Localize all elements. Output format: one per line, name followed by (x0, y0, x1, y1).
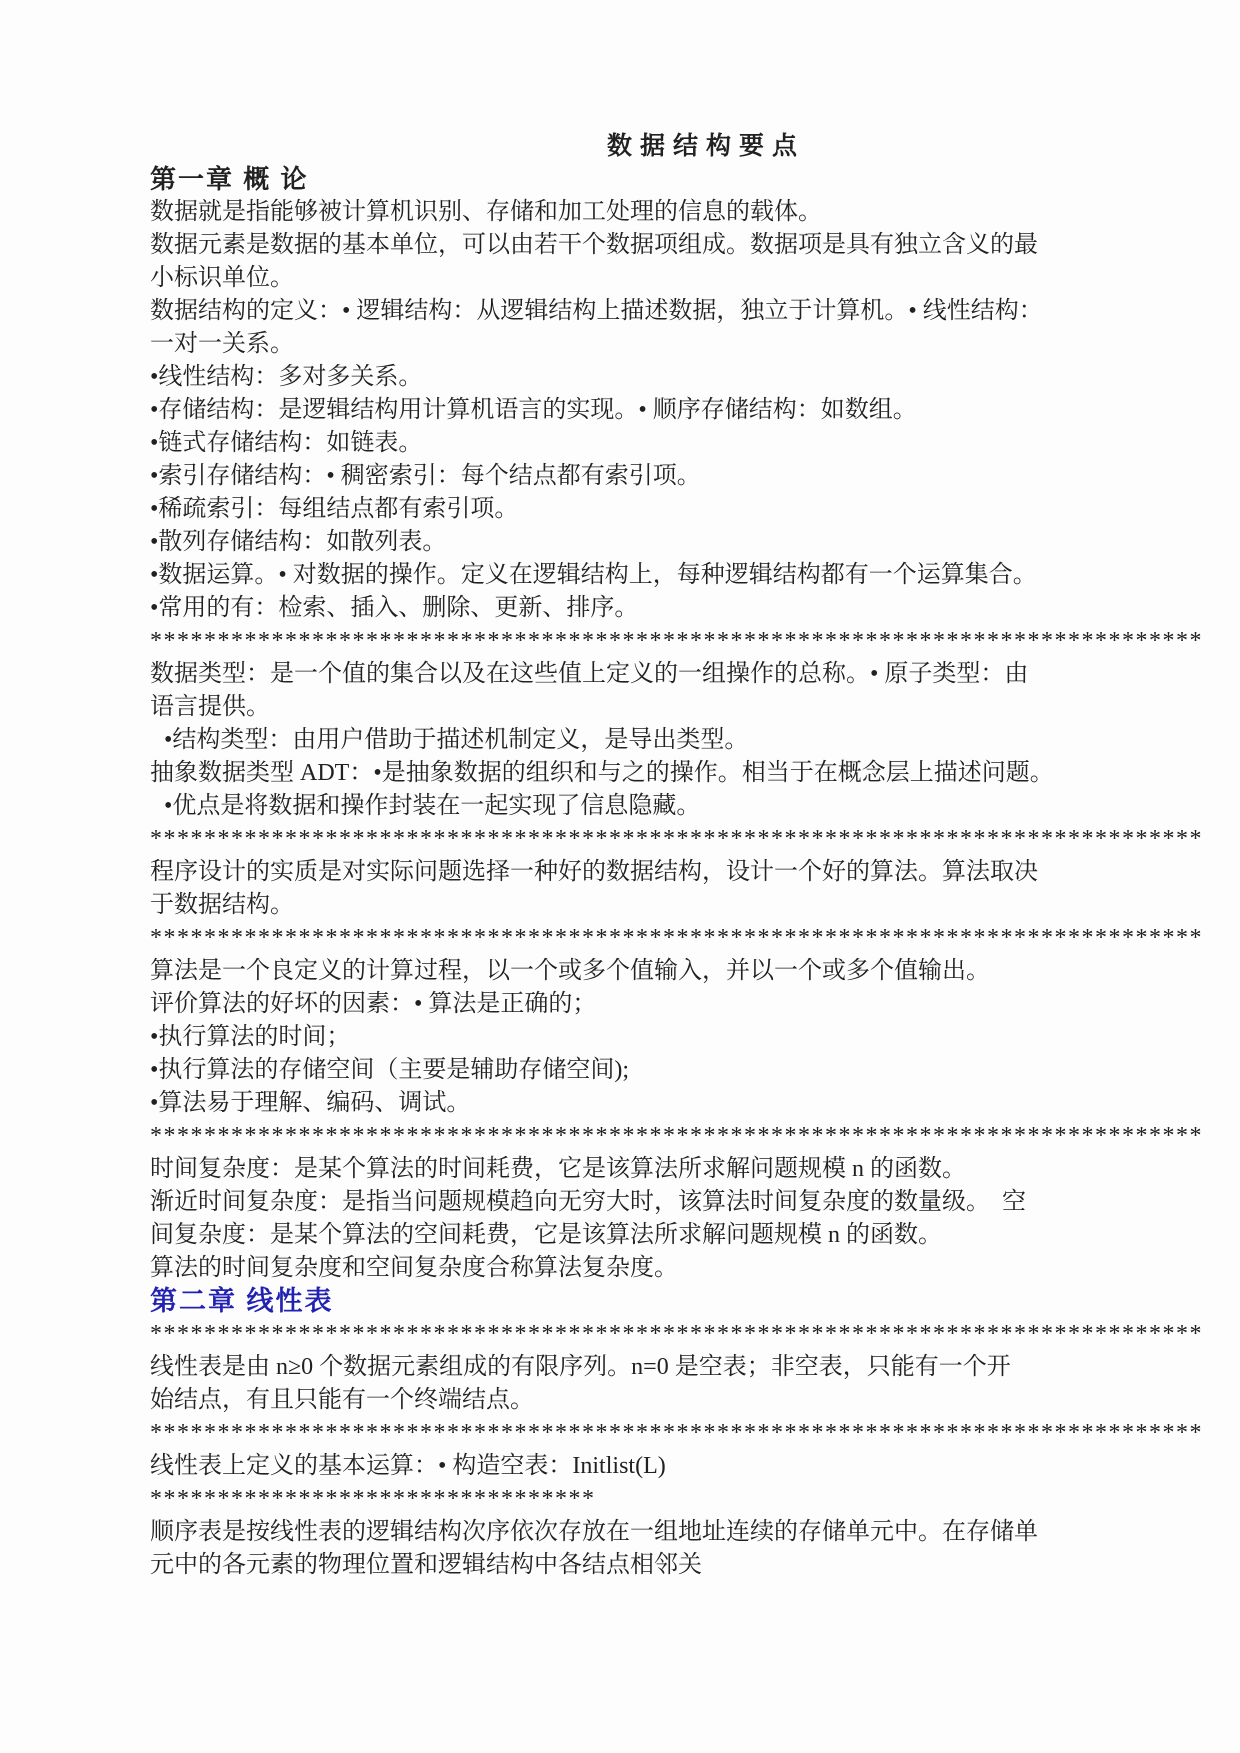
text-line: 算法是一个良定义的计算过程，以一个或多个值输入，并以一个或多个值输出。 (150, 958, 990, 984)
separator-line: ****************************************************************************** (150, 1123, 1203, 1149)
text-line: 于数据结构。 (150, 892, 294, 918)
text-line: •线性结构：多对多关系。 (150, 364, 423, 390)
text-line: 线性表是由 n≥0 个数据元素组成的有限序列。n=0 是空表；非空表，只能有一个开 (150, 1354, 1011, 1380)
text-line: 语言提供。 (150, 694, 270, 720)
text-line: 小标识单位。 (150, 265, 294, 291)
text-line: 始结点，有且只能有一个终端结点。 (150, 1387, 534, 1413)
text-line: •结构类型：由用户借助于描述机制定义，是导出类型。 (164, 727, 749, 753)
text-line: •稀疏索引：每组结点都有索引项。 (150, 496, 519, 522)
text-line: •索引存储结构：• 稠密索引：每个结点都有索引项。 (150, 463, 701, 489)
separator-line: ****************************************************************************** (150, 826, 1203, 852)
text-line: 一对一关系。 (150, 331, 294, 357)
text-line: 抽象数据类型 ADT：•是抽象数据的组织和与之的操作。相当于在概念层上描述问题。 (150, 760, 1054, 786)
text-line: 程序设计的实质是对实际问题选择一种好的数据结构，设计一个好的算法。算法取决 (150, 859, 1038, 885)
text-line: •数据运算。• 对数据的操作。定义在逻辑结构上，每种逻辑结构都有一个运算集合。 (150, 562, 1037, 588)
text-line: •优点是将数据和操作封装在一起实现了信息隐藏。 (164, 793, 701, 819)
text-line: 数据元素是数据的基本单位，可以由若干个数据项组成。数据项是具有独立含义的最 (150, 232, 1038, 258)
separator-line: ****************************************************************************** (150, 1321, 1203, 1347)
text-line: 线性表上定义的基本运算：• 构造空表：Initlist(L) (150, 1453, 666, 1479)
text-line: 算法的时间复杂度和空间复杂度合称算法复杂度。 (150, 1255, 678, 1281)
separator-line: ****************************************************************************** (150, 925, 1203, 951)
text-line: •算法易于理解、编码、调试。 (150, 1090, 471, 1116)
separator-line: ****************************************************************************** (150, 628, 1203, 654)
separator-line: ****************************************************************************** (150, 1420, 1203, 1446)
text-line: 时间复杂度：是某个算法的时间耗费，它是该算法所求解问题规模 n 的函数。 (150, 1156, 966, 1182)
text-line: •执行算法的时间； (150, 1024, 351, 1050)
text-line: •存储结构：是逻辑结构用计算机语言的实现。• 顺序存储结构：如数组。 (150, 397, 917, 423)
text-line: 数据结构的定义：• 逻辑结构：从逻辑结构上描述数据，独立于计算机。• 线性结构： (150, 298, 1043, 324)
text-line: 渐近时间复杂度：是指当问题规模趋向无穷大时，该算法时间复杂度的数量级。 空 (150, 1189, 1026, 1215)
document-title: 数据结构要点 (607, 132, 806, 160)
separator-line: ********************************* (150, 1486, 596, 1512)
text-line: 顺序表是按线性表的逻辑结构次序依次存放在一组地址连续的存储单元中。在存储单 (150, 1519, 1038, 1545)
text-line: •链式存储结构：如链表。 (150, 430, 423, 456)
text-line: •常用的有：检索、插入、删除、更新、排序。 (150, 595, 639, 621)
chapter-2-heading: 第二章 线性表 (150, 1286, 334, 1316)
text-line: 评价算法的好坏的因素：• 算法是正确的； (150, 991, 597, 1017)
text-line: •散列存储结构：如散列表。 (150, 529, 447, 555)
chapter-1-heading: 第一章 概 论 (150, 164, 309, 194)
text-line: 间复杂度：是某个算法的空间耗费，它是该算法所求解问题规模 n 的函数。 (150, 1222, 942, 1248)
text-line: 元中的各元素的物理位置和逻辑结构中各结点相邻关 (150, 1552, 702, 1578)
text-line: 数据就是指能够被计算机识别、存储和加工处理的信息的载体。 (150, 199, 822, 225)
text-line: •执行算法的存储空间（主要是辅助存储空间); (150, 1057, 630, 1083)
document-body (150, 163, 1203, 1582)
text-line: 数据类型：是一个值的集合以及在这些值上定义的一组操作的总称。• 原子类型：由 (150, 661, 1029, 687)
